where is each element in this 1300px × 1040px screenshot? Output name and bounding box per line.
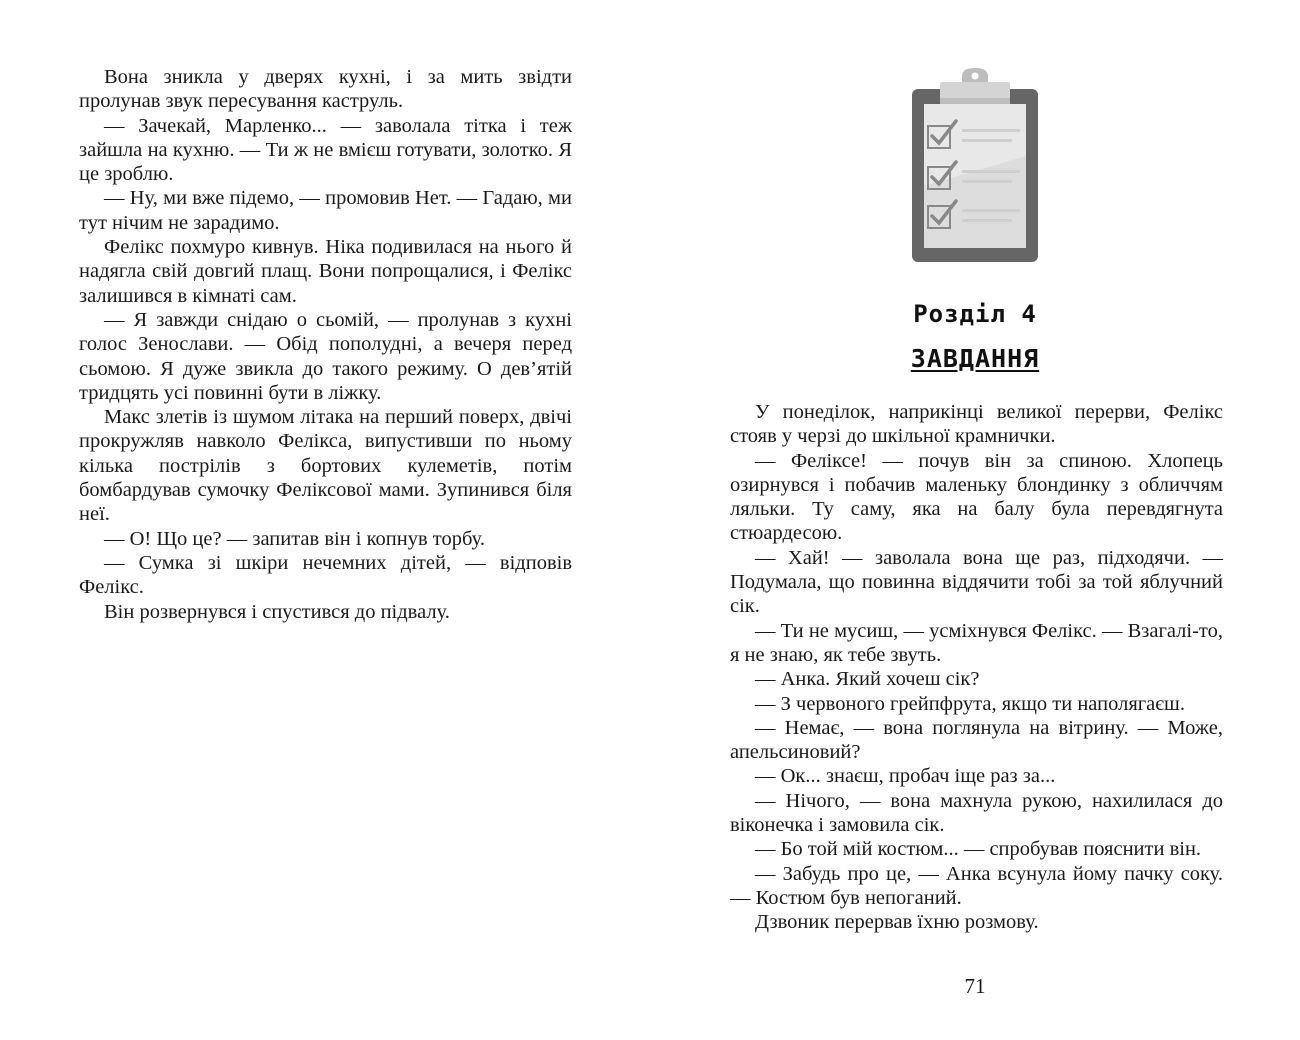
paragraph: — Хай! — заволала вона ще раз, підходячи. — Подумала, що повинна віддячити тобі за той яблучний сік.: [730, 546, 1223, 618]
paragraph: — Сумка зі шкіри нечемних дітей, — відповів Фелікс.: [79, 551, 572, 599]
paragraph: — З червоного грейпфрута, якщо ти наполягаєш.: [755, 692, 1185, 715]
paragraph: — Я завжди снідаю о сьомій, — пролунав з кухні голос Зенослави. — Обід пополудні, а вечеря перед сьомою. Я дуже звикла до такого режиму. О дев’ятій тридцять усі повинні бути в ліжку.: [79, 308, 572, 404]
paragraph: — Ти не мусиш, — усміхнувся Фелікс. — Взагалі-то, я не знаю, як тебе звуть.: [730, 619, 1223, 666]
chapter-number: Розділ 4: [913, 300, 1037, 328]
paragraph: Він розвернувся і спустився до підвалу.: [104, 600, 450, 623]
paragraph: — Немає, — вона поглянула на вітрину. — Може, апельсиновий?: [730, 716, 1223, 764]
paragraph: У понеділок, наприкінці великої перерви, Фелікс стояв у черзі до шкільної крамнички.: [730, 401, 1223, 448]
paragraph: — Забудь про це, — Анка всунула йому пачку соку. — Костюм був непоганий.: [730, 862, 1223, 909]
paragraph: — Нічого, — вона махнула рукою, нахилилася до віконечка і замовила сік.: [730, 789, 1223, 837]
paragraph: — Зачекай, Марленко... — заволала тітка і теж зайшла на кухню. — Ти ж не вмієш готувати, золотко. Я це зроблю.: [79, 114, 572, 186]
paragraph: Дзвоник перервав їхню розмову.: [755, 911, 1039, 934]
right-page: [650, 0, 1300, 1040]
paragraph: Макс злетів із шумом літака на перший поверх, двічі прокружляв навколо Фелікса, випустивши по ньому кілька пострілів з бортових кулеметів, потім бомбардував сумочку Феліксової мами. Зупинився біля неї.: [79, 406, 572, 526]
chapter-title: ЗАВДАННЯ: [910, 344, 1040, 373]
clipboard-checklist-icon: [910, 66, 1040, 264]
page-number: 71: [964, 974, 986, 998]
paragraph: Вона зникла у дверях кухні, і за мить звідти пролунав звук пересування каструль.: [79, 66, 572, 113]
paragraph: — Анка. Який хочеш сік?: [755, 668, 980, 691]
paragraph: — Ок... знаєш, пробач іще раз за...: [755, 765, 1056, 788]
paragraph: — Бо той мій костюм... — спробував пояснити він.: [755, 838, 1202, 861]
paragraph: — О! Що це? — запитав він і копнув торбу.: [104, 527, 485, 550]
right-page-text: [730, 400, 1223, 935]
paragraph: — Феліксе! — почув він за спиною. Хлопець озирнувся і побачив маленьку блондинку з обличчям ляльки. Ту саму, яка на балу була перевдягнута стюардесою.: [730, 449, 1223, 545]
paragraph: — Ну, ми вже підемо, — промовив Нет. — Гадаю, ми тут нічим не зарадимо.: [79, 187, 572, 234]
paragraph: Фелікс похмуро кивнув. Ніка подивилася на нього й надягла свій довгий плащ. Вони попрощалися, і Фелікс залишився в кімнаті сам.: [79, 236, 572, 307]
left-page-text: [79, 65, 572, 624]
